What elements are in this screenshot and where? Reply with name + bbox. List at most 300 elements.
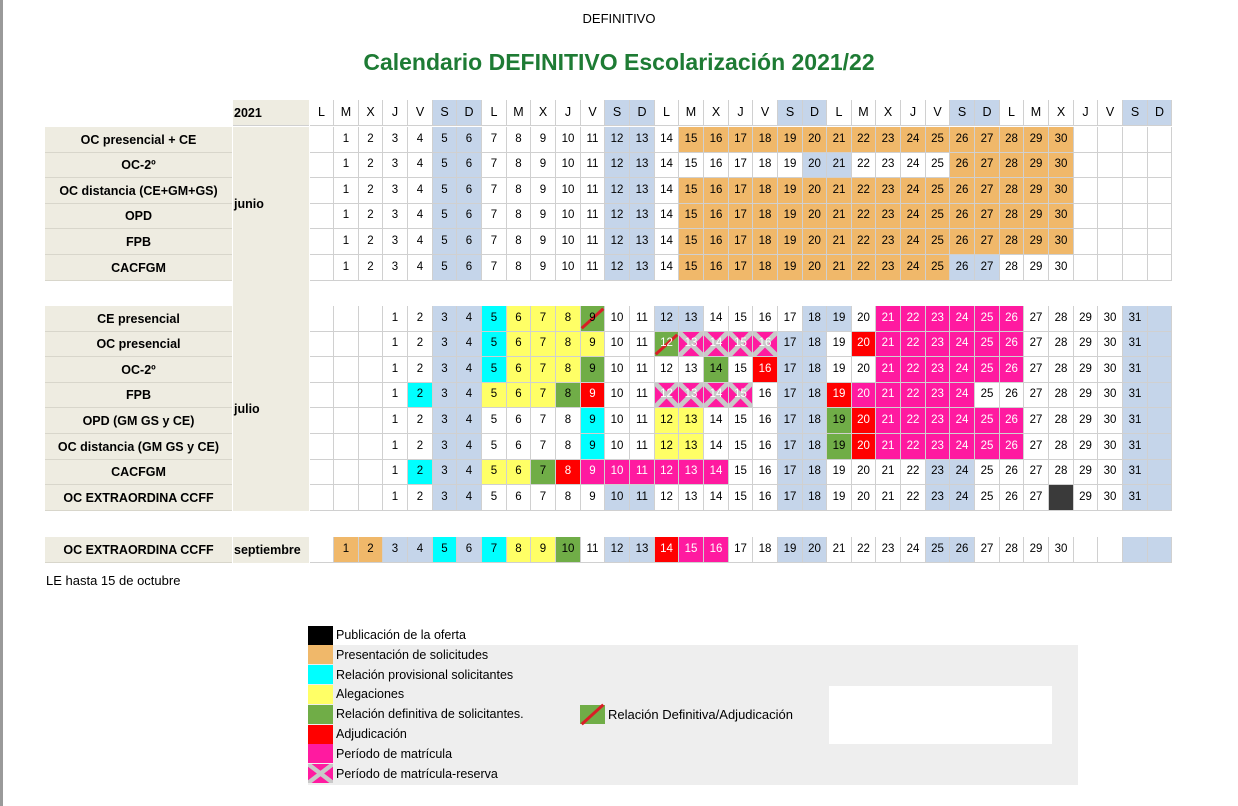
day-cell (852, 408, 876, 434)
day-number: 11 (636, 439, 648, 452)
day-number: 29 (1029, 542, 1043, 555)
day-cell (827, 408, 852, 434)
weekday-header: X (876, 100, 901, 126)
day-cell (655, 229, 679, 255)
day-cell (803, 178, 827, 204)
day-number: 20 (857, 337, 870, 350)
day-cell (975, 434, 1000, 460)
empty-cell (359, 383, 383, 408)
day-cell (901, 153, 926, 178)
day-number: 12 (660, 439, 673, 452)
day-cell (630, 178, 655, 204)
day-cell (1000, 537, 1024, 563)
day-cell (1098, 460, 1123, 485)
legend-label: Relación provisional solicitantes (336, 667, 514, 682)
day-number: 26 (955, 234, 969, 247)
day-cell (729, 485, 753, 511)
day-number: 5 (490, 337, 498, 350)
day-number: 11 (586, 183, 599, 196)
day-number: 2 (416, 439, 424, 452)
legend-swatch (308, 665, 333, 684)
day-cell (605, 178, 630, 204)
empty-cell (310, 383, 334, 408)
day-number: 12 (660, 362, 673, 375)
day-cell (827, 485, 852, 511)
day-number: 4 (416, 132, 424, 145)
day-number: 18 (758, 260, 772, 273)
day-cell (950, 306, 975, 332)
day-cell (383, 306, 408, 332)
weekday-header: S (605, 100, 630, 126)
empty-cell (1148, 127, 1172, 153)
empty-cell (310, 306, 334, 332)
empty-cell (310, 229, 334, 255)
day-number: 25 (980, 362, 994, 375)
day-number: 18 (808, 362, 821, 375)
day-number: 14 (709, 439, 723, 452)
day-number: 28 (1005, 209, 1018, 222)
day-number: 25 (980, 337, 994, 350)
day-number: 23 (931, 311, 944, 324)
day-number: 4 (416, 209, 424, 222)
day-number: 8 (515, 132, 522, 145)
day-cell (852, 357, 876, 383)
day-cell (876, 485, 901, 511)
day-cell (531, 485, 556, 511)
day-cell (1049, 306, 1074, 332)
day-cell (433, 408, 457, 434)
day-number: 31 (1128, 490, 1142, 503)
day-number: 11 (586, 234, 599, 247)
day-number: 7 (539, 388, 547, 401)
weekday-header: X (359, 100, 383, 126)
day-cell (655, 153, 679, 178)
day-cell (507, 357, 531, 383)
day-number: 7 (539, 490, 547, 503)
day-cell (507, 204, 531, 229)
day-cell (950, 408, 975, 434)
day-number: 30 (1103, 362, 1117, 375)
row-label: OC presencial (45, 332, 232, 357)
day-cell (950, 153, 975, 178)
day-number: 19 (783, 209, 797, 222)
day-number: 21 (832, 132, 846, 145)
day-cell (408, 306, 433, 332)
empty-cell (1098, 255, 1123, 281)
day-number: 7 (490, 158, 498, 171)
day-cell (926, 204, 950, 229)
day-number: 29 (1029, 260, 1043, 273)
empty-cell (1098, 153, 1123, 178)
day-number: 13 (635, 234, 649, 247)
day-number: 3 (441, 490, 448, 503)
day-number: 25 (980, 413, 994, 426)
day-cell (1049, 332, 1074, 357)
day-number: 28 (1005, 234, 1018, 247)
day-cell (827, 434, 852, 460)
day-number: 22 (906, 439, 920, 452)
day-cell (655, 485, 679, 511)
day-number: 4 (465, 439, 473, 452)
day-number: 13 (635, 158, 649, 171)
day-number: 30 (1103, 337, 1117, 350)
day-number: 20 (857, 311, 870, 324)
day-number: 5 (490, 413, 498, 426)
day-number: 1 (391, 362, 399, 375)
day-cell (679, 332, 704, 357)
day-cell (457, 434, 482, 460)
day-cell (729, 178, 753, 204)
day-number: 12 (610, 209, 624, 222)
day-number: 24 (955, 388, 969, 401)
day-cell (1000, 204, 1024, 229)
day-number: 2 (416, 337, 424, 350)
day-cell (852, 153, 876, 178)
day-number: 14 (709, 413, 723, 426)
day-cell (457, 537, 482, 563)
day-cell (482, 255, 507, 281)
day-number: 24 (955, 439, 969, 452)
day-number: 14 (709, 465, 723, 478)
day-number: 5 (441, 158, 448, 171)
day-cell (975, 127, 1000, 153)
day-number: 19 (783, 158, 797, 171)
row-label: OC EXTRAORDINA CCFF (45, 485, 232, 511)
empty-cell (1148, 383, 1172, 408)
day-number: 19 (832, 362, 846, 375)
day-cell (507, 383, 531, 408)
day-cell (753, 332, 778, 357)
day-cell (778, 127, 803, 153)
day-number: 12 (610, 542, 624, 555)
note-le: LE hasta 15 de octubre (46, 573, 181, 588)
day-cell (901, 255, 926, 281)
day-cell (581, 178, 605, 204)
day-cell (803, 383, 827, 408)
empty-cell (1148, 537, 1172, 563)
day-number: 16 (758, 490, 772, 503)
day-cell (457, 383, 482, 408)
day-cell (827, 178, 852, 204)
day-number: 6 (465, 132, 473, 145)
day-number: 4 (416, 158, 424, 171)
day-number: 26 (955, 542, 969, 555)
day-cell (605, 332, 630, 357)
day-number: 9 (589, 362, 596, 375)
day-number: 9 (589, 439, 596, 452)
day-number: 25 (980, 388, 994, 401)
empty-cell (1123, 153, 1148, 178)
day-cell (408, 204, 433, 229)
day-number: 4 (465, 337, 473, 350)
day-cell (605, 306, 630, 332)
empty-cell (1074, 204, 1098, 229)
day-cell (876, 306, 901, 332)
weekday-header: J (901, 100, 926, 126)
day-number: 23 (881, 542, 895, 555)
day-cell (926, 229, 950, 255)
empty-cell (1098, 204, 1123, 229)
day-number: 21 (881, 311, 895, 324)
day-cell (482, 434, 507, 460)
day-cell (1049, 485, 1074, 511)
day-number: 29 (1029, 132, 1043, 145)
day-number: 4 (465, 362, 473, 375)
day-cell (531, 178, 556, 204)
day-cell (334, 178, 359, 204)
day-cell (482, 537, 507, 563)
day-number: 22 (906, 465, 920, 478)
day-number: 30 (1103, 490, 1117, 503)
day-number: 22 (857, 542, 870, 555)
day-number: 8 (564, 490, 572, 503)
day-cell (630, 383, 655, 408)
day-cell (926, 485, 950, 511)
day-cell (433, 332, 457, 357)
day-number: 18 (808, 337, 821, 350)
day-cell (334, 255, 359, 281)
day-cell (556, 204, 581, 229)
day-number: 8 (515, 260, 522, 273)
empty-cell (1123, 204, 1148, 229)
legend-item (308, 764, 498, 784)
day-number: 17 (783, 413, 797, 426)
day-cell (581, 357, 605, 383)
day-number: 21 (881, 413, 895, 426)
row-label: CACFGM (45, 255, 232, 281)
day-cell (1074, 332, 1098, 357)
day-cell (729, 537, 753, 563)
weekday-header: M (507, 100, 531, 126)
day-number: 9 (539, 132, 547, 145)
empty-cell (310, 460, 334, 485)
day-cell (531, 229, 556, 255)
day-cell (482, 485, 507, 511)
day-number: 17 (734, 132, 747, 145)
day-cell (729, 357, 753, 383)
day-cell (876, 383, 901, 408)
day-cell (901, 127, 926, 153)
day-cell (359, 537, 383, 563)
day-cell (704, 434, 729, 460)
day-number: 8 (564, 388, 572, 401)
day-cell (679, 229, 704, 255)
day-cell (531, 127, 556, 153)
day-cell (408, 357, 433, 383)
day-cell (1024, 537, 1049, 563)
day-cell (975, 460, 1000, 485)
day-cell (457, 229, 482, 255)
day-cell (1123, 332, 1148, 357)
day-cell (975, 255, 1000, 281)
day-number: 25 (980, 490, 994, 503)
day-number: 13 (684, 337, 698, 350)
day-cell (876, 537, 901, 563)
day-number: 16 (709, 183, 723, 196)
empty-cell (1074, 127, 1098, 153)
day-number: 19 (832, 439, 846, 452)
day-cell (605, 255, 630, 281)
day-cell (679, 537, 704, 563)
day-number: 10 (561, 542, 575, 555)
empty-cell (1123, 178, 1148, 204)
day-cell (433, 485, 457, 511)
day-number: 9 (589, 465, 596, 478)
empty-cell (359, 357, 383, 383)
day-cell (1024, 357, 1049, 383)
day-number: 23 (881, 158, 895, 171)
day-number: 10 (610, 337, 624, 350)
day-cell (359, 178, 383, 204)
day-number: 28 (1054, 413, 1068, 426)
day-cell (926, 306, 950, 332)
day-number: 11 (586, 260, 599, 273)
day-cell (531, 306, 556, 332)
day-cell (630, 306, 655, 332)
day-number: 25 (931, 158, 944, 171)
day-number: 27 (1029, 439, 1043, 452)
day-cell (433, 153, 457, 178)
day-number: 22 (857, 234, 870, 247)
empty-cell (1148, 204, 1172, 229)
day-cell (433, 229, 457, 255)
day-cell (531, 383, 556, 408)
day-cell (655, 383, 679, 408)
day-cell (408, 332, 433, 357)
day-cell (605, 434, 630, 460)
day-number: 7 (539, 413, 547, 426)
row-label: CE presencial (45, 306, 232, 332)
reserve-cross-icon (308, 764, 333, 783)
day-cell (605, 460, 630, 485)
empty-cell (334, 332, 359, 357)
empty-cell (310, 485, 334, 511)
day-cell (531, 255, 556, 281)
day-number: 18 (758, 132, 772, 145)
day-number: 14 (660, 542, 673, 555)
day-number: 1 (342, 158, 350, 171)
day-number: 30 (1054, 132, 1068, 145)
day-cell (1000, 357, 1024, 383)
day-number: 22 (906, 362, 920, 375)
day-number: 16 (709, 132, 723, 145)
day-number: 14 (660, 234, 673, 247)
weekday-header: X (1049, 100, 1074, 126)
day-number: 9 (589, 311, 596, 324)
empty-cell (334, 383, 359, 408)
empty-cell (1098, 537, 1123, 563)
empty-cell (1148, 229, 1172, 255)
day-cell (1098, 434, 1123, 460)
day-cell (1098, 306, 1123, 332)
day-cell (950, 460, 975, 485)
day-cell (507, 537, 531, 563)
day-cell (1074, 408, 1098, 434)
day-cell (778, 306, 803, 332)
day-number: 26 (955, 260, 969, 273)
day-number: 5 (490, 439, 498, 452)
day-number: 25 (931, 209, 944, 222)
day-number: 3 (441, 311, 448, 324)
day-number: 1 (391, 439, 399, 452)
day-number: 20 (857, 388, 870, 401)
day-number: 3 (441, 362, 448, 375)
day-cell (1049, 204, 1074, 229)
day-number: 25 (980, 311, 994, 324)
row-label: OC distancia (GM GS y CE) (45, 434, 232, 460)
day-number: 4 (465, 465, 473, 478)
weekday-header: S (778, 100, 803, 126)
day-number: 12 (610, 158, 624, 171)
day-cell (408, 408, 433, 434)
day-cell (1049, 434, 1074, 460)
day-number: 31 (1128, 413, 1142, 426)
day-cell (1049, 153, 1074, 178)
day-cell (383, 408, 408, 434)
day-number: 21 (881, 439, 895, 452)
day-number: 8 (564, 439, 572, 452)
day-cell (408, 255, 433, 281)
day-number: 1 (342, 542, 350, 555)
day-number: 2 (367, 209, 374, 222)
weekday-header: X (704, 100, 729, 126)
day-cell (729, 383, 753, 408)
empty-cell (310, 537, 334, 563)
day-cell (1049, 178, 1074, 204)
day-cell (704, 460, 729, 485)
day-cell (655, 434, 679, 460)
day-number: 15 (684, 542, 698, 555)
day-number: 23 (881, 260, 895, 273)
day-number: 23 (881, 209, 895, 222)
day-number: 2 (367, 158, 374, 171)
empty-cell (1123, 255, 1148, 281)
day-cell (457, 408, 482, 434)
day-number: 24 (906, 209, 920, 222)
day-cell (531, 537, 556, 563)
day-cell (507, 460, 531, 485)
day-number: 3 (391, 234, 399, 247)
weekday-header: V (581, 100, 605, 126)
day-number: 17 (783, 311, 797, 324)
day-cell (901, 204, 926, 229)
day-number: 3 (391, 183, 399, 196)
day-cell (1000, 332, 1024, 357)
legend-item (308, 625, 466, 645)
empty-cell (1148, 332, 1172, 357)
day-number: 27 (980, 183, 994, 196)
day-cell (704, 127, 729, 153)
day-cell (630, 485, 655, 511)
day-cell (975, 204, 1000, 229)
row-label: FPB (45, 229, 232, 255)
day-cell (556, 127, 581, 153)
day-number: 23 (931, 337, 944, 350)
day-number: 6 (465, 158, 473, 171)
day-number: 7 (490, 542, 498, 555)
day-cell (950, 383, 975, 408)
day-number: 26 (955, 209, 969, 222)
day-cell (408, 434, 433, 460)
day-cell (901, 383, 926, 408)
day-cell (803, 485, 827, 511)
day-number: 16 (709, 542, 723, 555)
day-number: 18 (808, 439, 821, 452)
row-label: OC-2º (45, 357, 232, 383)
day-cell (1049, 460, 1074, 485)
day-number: 10 (561, 234, 575, 247)
day-cell (704, 153, 729, 178)
